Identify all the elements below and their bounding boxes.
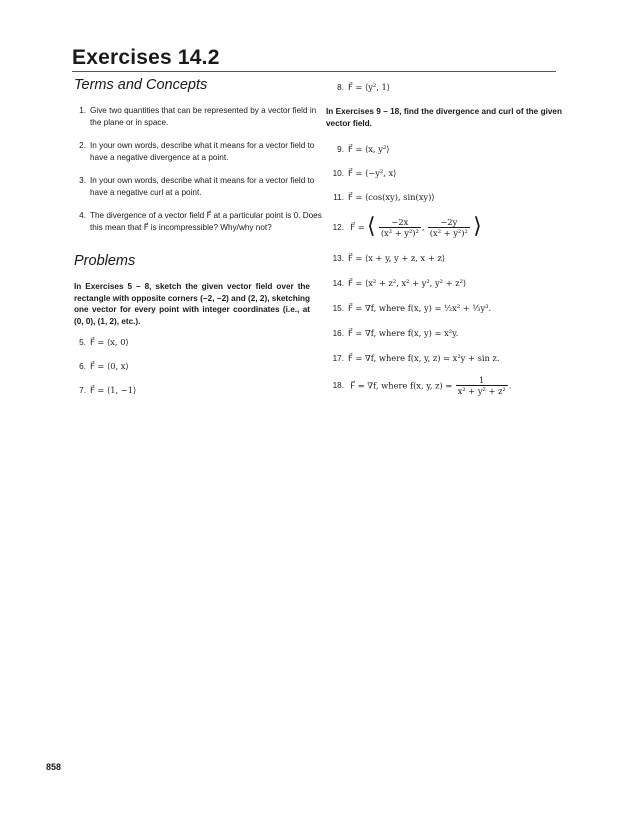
exercise-9 <box>330 143 389 156</box>
exercise-14 <box>330 277 466 290</box>
exercise-num: 11. <box>333 193 344 202</box>
term-num: 3. <box>79 176 86 185</box>
exercise-expr: F⃗ = ⟨−y², x⟩ <box>348 168 397 178</box>
fraction-2-numerator: −2y <box>428 217 470 228</box>
problem-expr: F⃗ = ⟨0, x⟩ <box>90 361 129 371</box>
exercise-lhs: F⃗ = <box>350 222 365 232</box>
exercise-num: 15. <box>332 304 344 313</box>
exercise-13 <box>330 252 445 265</box>
page-title: Exercises 14.2 <box>72 46 220 69</box>
fraction <box>456 375 508 396</box>
exercise-16 <box>330 327 458 340</box>
terms-heading: Terms and Concepts <box>74 77 208 93</box>
exercise-expr: F⃗ = ⟨x² + z², x² + y², y² + z²⟩ <box>348 278 467 288</box>
instruction-9-18: In Exercises 9 – 18, find the divergence and curl of the given vector field. <box>326 107 562 128</box>
problem-num: 5. <box>79 338 86 347</box>
exercise-11 <box>330 191 435 204</box>
exercise-expr: F⃗ = ∇f, where f(x, y, z) = x²y + sin z. <box>348 353 500 363</box>
exercise-num: 13. <box>332 254 344 263</box>
term-num: 4. <box>79 211 86 220</box>
exercise-expr: F⃗ = ⟨x, y²⟩ <box>348 144 390 154</box>
term-num: 1. <box>79 106 86 115</box>
problem-expr: F⃗ = ⟨1, −1⟩ <box>90 385 137 395</box>
problem-7 <box>72 384 136 397</box>
exercise-15 <box>330 302 491 315</box>
term-num: 2. <box>79 141 86 150</box>
sentence-period: . <box>508 380 512 391</box>
exercise-expr: F⃗ = ⟨y², 1⟩ <box>348 82 391 92</box>
problems-heading: Problems <box>74 253 136 269</box>
fraction-1-numerator: −2x <box>379 217 421 228</box>
fraction-comma: , <box>421 222 425 232</box>
instruction-5-8: In Exercises 5 – 8, sketch the given vector field over the rectangle with opposite corners (−2, −2) and (2, 2), sketching one vector for every point with integer coordinates (i.e., at (0, 0), (1, 2), etc.). <box>74 282 310 326</box>
fraction-numerator: 1 <box>456 375 508 386</box>
exercise-num: 10. <box>332 169 344 178</box>
exercise-12 <box>330 216 482 238</box>
right-angle-bracket: ⟩ <box>473 214 482 239</box>
fraction-2-denominator: (x² + y²)² <box>429 227 468 238</box>
left-angle-bracket: ⟨ <box>366 214 376 239</box>
exercise-expr: F⃗ = ∇f, where f(x, y) = ½x² + ⅓y³. <box>348 303 492 313</box>
exercise-8 <box>330 81 390 94</box>
term-text: In your own words, describe what it means for a vector field to have a negative divergence at a point. <box>90 141 315 162</box>
problem-expr: F⃗ = ⟨x, 0⟩ <box>90 337 129 347</box>
exercise-expr: F⃗ = ⟨cos(xy), sin(xy)⟩ <box>348 192 435 202</box>
exercise-num: 12. <box>332 222 344 232</box>
page-number: 858 <box>46 762 62 772</box>
term-text: The divergence of a vector field F⃗ at a particular point is 0. Does this mean that F⃗ is incompressible? Why/why not? <box>90 211 322 232</box>
fraction-1-denominator: (x² + y²)² <box>380 227 419 238</box>
exercise-expr: F⃗ = ⟨x + y, y + z, x + z⟩ <box>348 253 446 263</box>
exercise-num: 8. <box>337 83 344 92</box>
exercise-lhs: F⃗ = ∇f, where f(x, y, z) = <box>350 380 453 391</box>
term-text: Give two quantities that can be represented by a vector field in the plane or in space. <box>90 106 317 127</box>
exercise-num: 16. <box>332 329 344 338</box>
problem-5 <box>72 336 129 349</box>
exercise-num: 14. <box>332 279 344 288</box>
fraction-2 <box>428 217 470 238</box>
problem-num: 7. <box>79 386 86 395</box>
title-rule <box>72 71 556 72</box>
exercise-num: 9. <box>337 145 344 154</box>
problem-6 <box>72 360 129 373</box>
exercise-expr: F⃗ = ∇f, where f(x, y) = x²y. <box>348 328 459 338</box>
term-text: In your own words, describe what it means for a vector field to have a negative curl at a point. <box>90 176 315 197</box>
exercise-10 <box>330 167 396 180</box>
fraction-1 <box>379 217 421 238</box>
exercise-17 <box>330 352 500 365</box>
problem-num: 6. <box>79 362 86 371</box>
exercise-num: 18. <box>332 381 344 390</box>
exercise-18 <box>330 375 511 396</box>
fraction-denominator: x² + y² + z² <box>457 386 506 396</box>
exercise-num: 17. <box>332 354 344 363</box>
